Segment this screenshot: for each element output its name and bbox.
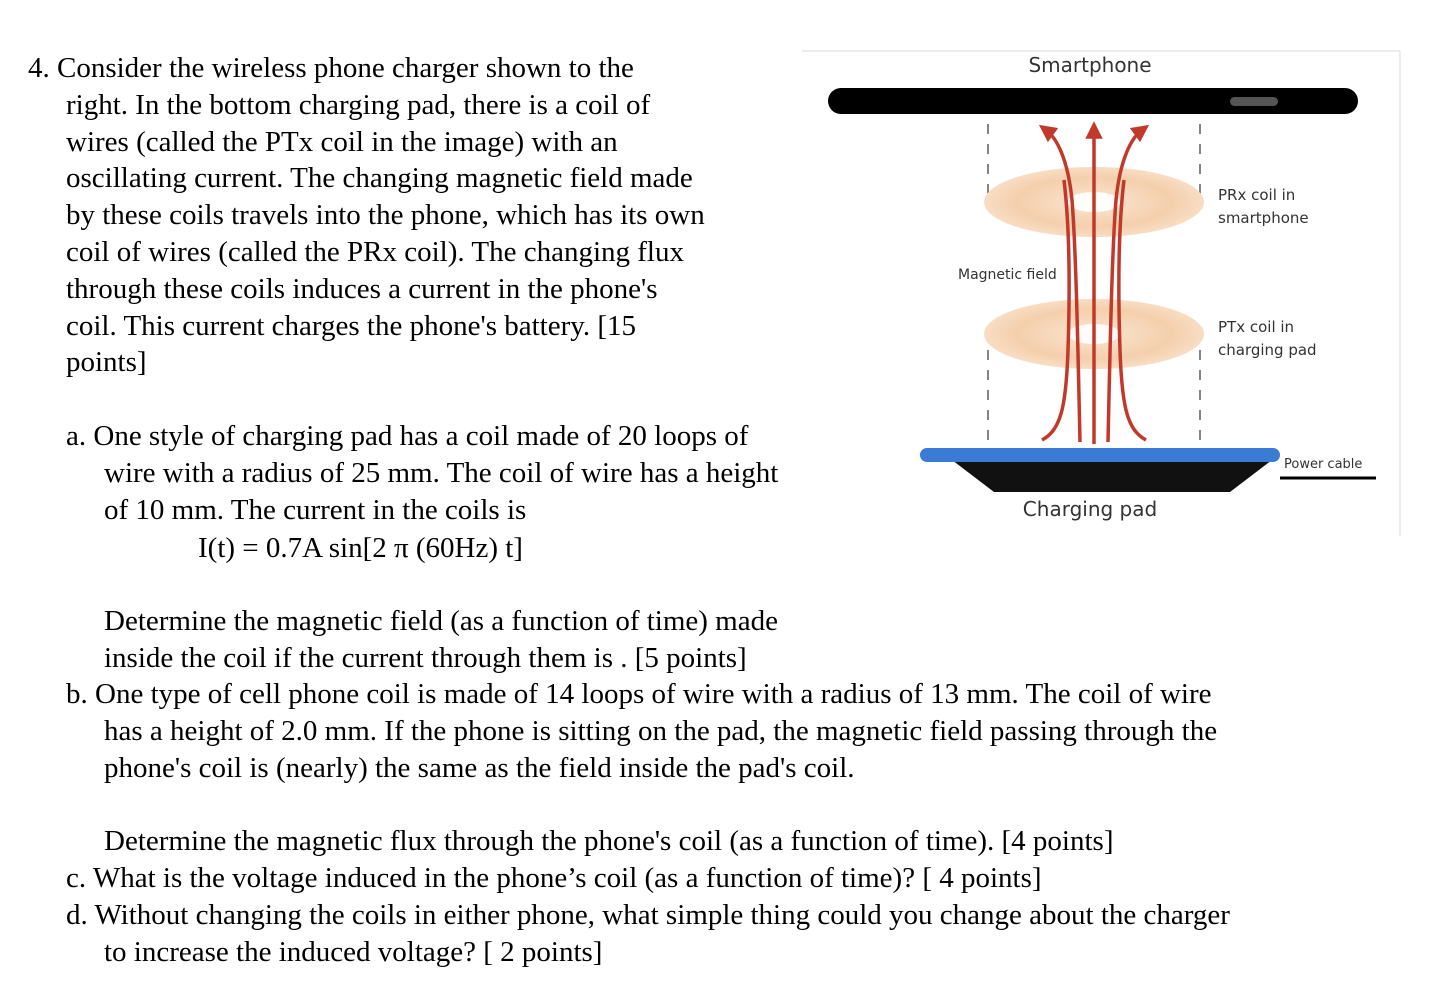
- part-a-line: a. One style of charging pad has a coil made of 20 loops of: [66, 420, 749, 452]
- part-a-line: of 10 mm. The current in the coils is: [104, 493, 527, 526]
- charging-pad-top: [920, 448, 1280, 462]
- part-b-line: has a height of 2.0 mm. If the phone is sitting on the pad, the magnetic field passing through the: [104, 714, 1218, 747]
- part-b-determine: Determine the magnetic flux through the phone's coil (as a function of time). [4 points]: [104, 825, 1114, 857]
- intro-line: by these coils travels into the phone, which has its own: [66, 199, 705, 232]
- part-b: [66, 676, 1217, 786]
- part-a-determine: [104, 603, 778, 677]
- current-formula: I(t) = 0.7A sin[2 π (60Hz) t]: [198, 532, 523, 564]
- prx-label-line-2: smartphone: [1218, 209, 1309, 227]
- part-b-line: phone's coil is (nearly) the same as the field inside the pad's coil.: [104, 751, 855, 784]
- intro-line: oscillating current. The changing magnetic field made: [66, 162, 693, 195]
- ptx-label-line-1: PTx coil in: [1218, 318, 1295, 336]
- part-c: c. What is the voltage induced in the phone’s coil (as a function of time)? [ 4 points]: [66, 862, 1042, 894]
- part-d: [66, 897, 1230, 971]
- wireless-charger-diagram: [802, 50, 1402, 538]
- part-a-determine-line: inside the coil if the current through them is . [5 points]: [104, 641, 747, 674]
- intro-line: wires (called the PTx coil in the image) with an: [66, 125, 618, 158]
- part-d-line: d. Without changing the coils in either phone, what simple thing could you change about the charger: [66, 899, 1230, 931]
- intro-line: through these coils induces a current in the phone's: [66, 272, 658, 305]
- part-a-line: wire with a radius of 25 mm. The coil of wire has a height: [104, 456, 779, 489]
- part-b-line: b. One type of cell phone coil is made of 14 loops of wire with a radius of 13 mm. The coil of wire: [66, 678, 1212, 710]
- ptx-label-line-2: charging pad: [1218, 341, 1317, 359]
- charging-pad-base: [952, 460, 1272, 492]
- magnetic-field-label: Magnetic field: [958, 267, 1057, 283]
- intro-line: right. In the bottom charging pad, there is a coil of: [66, 88, 651, 121]
- charging-pad-label: Charging pad: [1022, 497, 1158, 521]
- intro-line: points]: [66, 346, 147, 379]
- power-cable-label: Power cable: [1284, 457, 1363, 472]
- smartphone-body: [828, 88, 1358, 114]
- part-d-line: to increase the induced voltage? [ 2 points]: [104, 935, 603, 968]
- intro-line: 4. Consider the wireless phone charger shown to the: [28, 52, 634, 84]
- question-intro: [28, 50, 705, 381]
- prx-label-line-1: PRx coil in: [1218, 186, 1296, 204]
- intro-line: coil. This current charges the phone's battery. [15: [66, 309, 637, 342]
- smartphone-label: Smartphone: [1028, 53, 1152, 77]
- intro-line: coil of wires (called the PRx coil). The changing flux: [66, 235, 684, 268]
- part-a-determine-line: Determine the magnetic field (as a function of time) made: [104, 605, 778, 637]
- part-a: [66, 418, 778, 528]
- phone-button: [1230, 97, 1278, 106]
